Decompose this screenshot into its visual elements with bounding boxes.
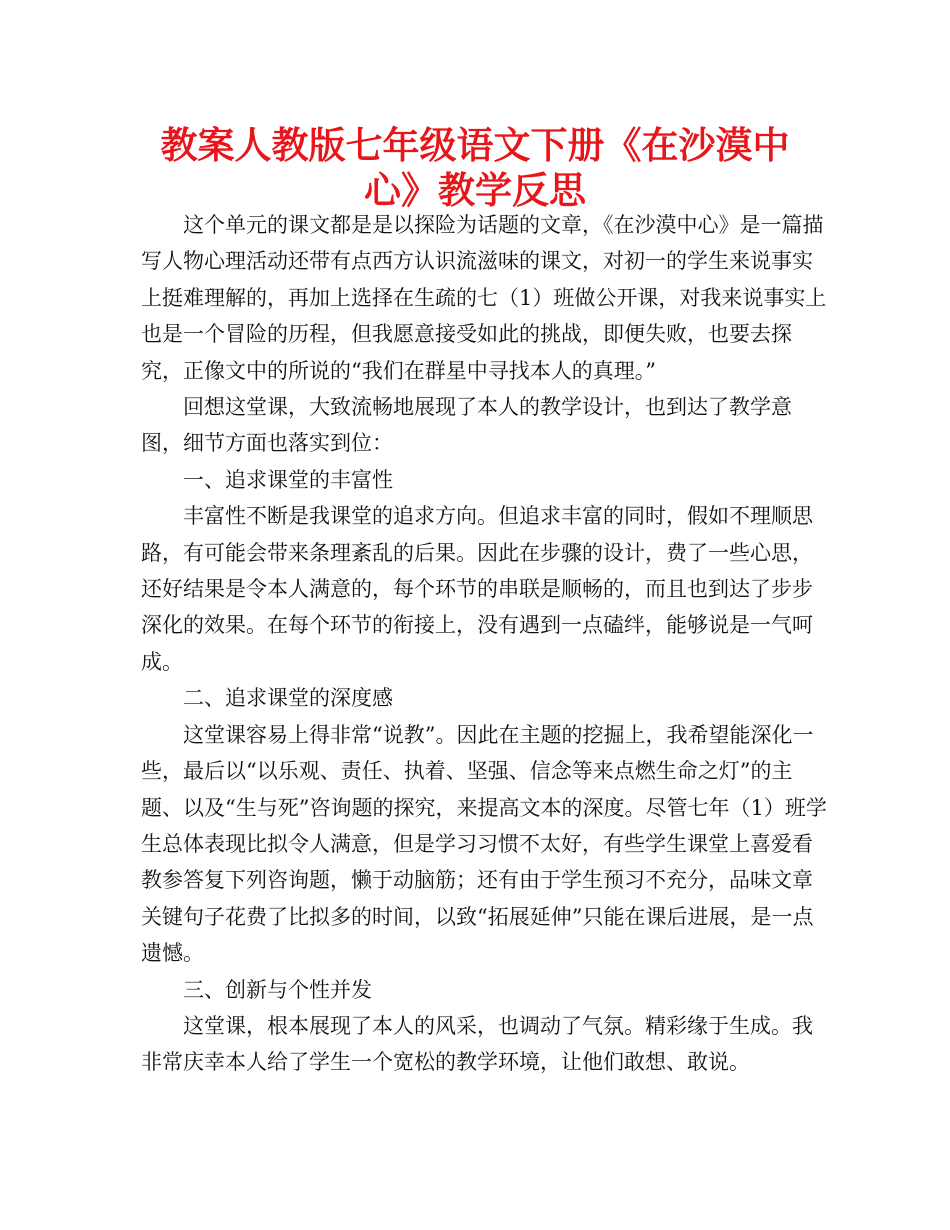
- paragraph-review: 回想这堂课，大致流畅地展现了本人的教学设计，也到达了教学意图，细节方面也落实到位：: [141, 395, 792, 456]
- section-heading-2: 二、追求课堂的深度感: [183, 686, 393, 711]
- paragraph-section-3: 这堂课，根本展现了本人的风采，也调动了气氛。精彩缘于生成。我非常庆幸本人给了学生一个宽松的教学环境，让他们敢想、敢说。: [141, 1013, 813, 1075]
- document-body: [141, 207, 831, 1081]
- section-heading-1: 一、追求课堂的丰富性: [183, 467, 393, 492]
- paragraph-section-2: 这堂课容易上得非常“说教”。因此在主题的挖掘上，我希望能深化一些，最后以“以乐观、责任、执着、坚强、信念等来点燃生命之灯”的主题、以及“生与死”咨询题的探究，来提高文本的深度。尽管七年（1）班学生总体表现比拟令人满意，但是学习习惯不太好，有些学生课堂上喜爱看教参答复下列咨询题，懒于动脑筋；还有由于学生预习不充分，品味文章关键句子花费了比拟多的时间，以致“拓展延伸”只能在课后进展，是一点遗憾。: [141, 722, 827, 966]
- paragraph-intro: 这个单元的课文都是是以探险为话题的文章，《在沙漠中心》是一篇描写人物心理活动还带有点西方认识流滋味的课文，对初一的学生来说事实上挺难理解的，再加上选择在生疏的七（1）班做公开课，对我来说事实上也是一个冒险的历程，但我愿意接受如此的挑战，即便失败，也要去探究，正像文中的所说的“我们在群星中寻找本人的真理。”: [141, 213, 827, 383]
- section-heading-3: 三、创新与个性并发: [183, 977, 372, 1002]
- document-title-line-2: 心》教学反思: [364, 169, 586, 212]
- document-title-line-1: 教案人教版七年级语文下册《在沙漠中: [160, 124, 790, 167]
- paragraph-section-1: 丰富性不断是我课堂的追求方向。但追求丰富的同时，假如不理顺思路，有可能会带来条理紊乱的后果。因此在步骤的设计，费了一些心思，还好结果是令本人满意的，每个环节的串联是顺畅的，而且也到达了步步深化的效果。在每个环节的衔接上，没有遇到一点磕绊，能够说是一气呵成。: [141, 504, 813, 674]
